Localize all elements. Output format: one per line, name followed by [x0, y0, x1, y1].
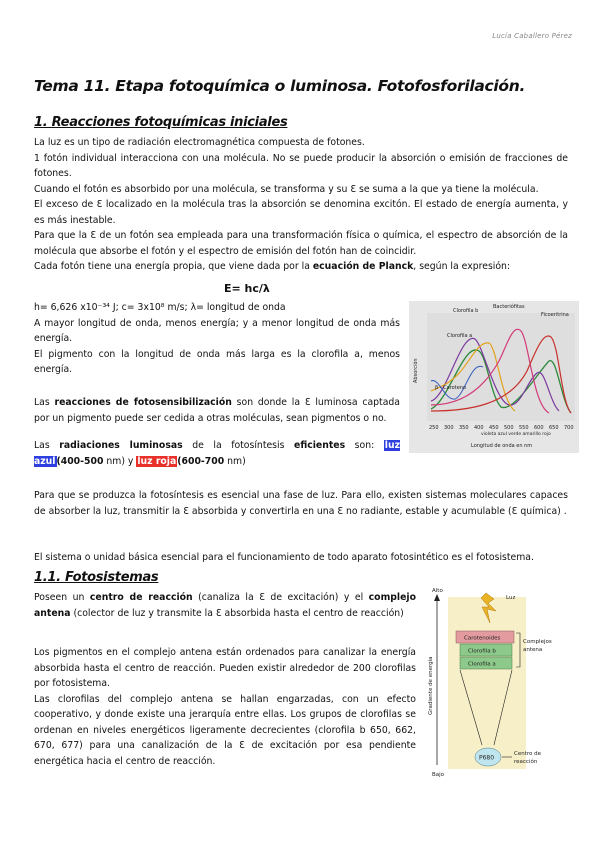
text-line: Para que la Ɛ de un fotón sea empleada para una transformación física o química, el espectro de absorción de la molécula que absorbe el fotón y el espectro de emisión del fotón han de coincidir.	[34, 230, 568, 257]
wavelength-paragraph: A mayor longitud de onda, menos energía; y a menor longitud de onda más energía.	[34, 317, 400, 344]
center-label-line-2: reacción	[514, 759, 538, 765]
photosystem-definition: El sistema o unidad básica esencial para el funcionamiento de todo aparato fotosintético es el fotosistema.	[34, 552, 534, 563]
photosystem-paragraph-2: Los pigmentos en el complejo antena están ordenados para canalizar la energía absorbida hasta el centro de reacción. Pueden existir alrededor de 200 clorofilas por fotosistema. Las clorofilas del complejo antena se hallan engarzadas, con un efecto cooperativo, y donde existe una jerarquía entre ellas. Los grupos de clorofilas se ordenan en niveles energéticos ligeramente decrecientes (clorofila b 650, 662, 670, 677) para una canalización de la Ɛ de excitación por esa pendiente energética hacia el centro de reacción.	[34, 647, 416, 767]
blue-light-highlight: luz azul	[34, 440, 400, 467]
chlorophyll-b-label: Clorofila b	[468, 648, 496, 655]
label-phycoerythrin: Ficoeritrina	[541, 312, 569, 318]
antenna-diagram	[424, 585, 574, 780]
chlorophyll-a-label: Clorofila a	[468, 661, 496, 668]
text-line: La luz es un tipo de radiación electromagnética compuesta de fotones.	[34, 137, 365, 148]
label-chlorophyll-a: Clorofila a	[447, 333, 473, 339]
text-line: Cuando el fotón es absorbido por una molécula, se transforma y su Ɛ se suma a la que ya tiene la molécula.	[34, 183, 539, 195]
light-phase-paragraph: Para que se produzca la fotosíntesis es esencial una fase de luz. Para ello, existen sistemas moleculares capaces de absorber la luz, transmitir la Ɛ absorbida y convertirla en una Ɛ no radiante, estable y acumulable (Ɛ química) .	[34, 490, 568, 517]
x-tick: 500	[504, 425, 514, 431]
x-axis-label: Longitud de onda en nm	[471, 443, 533, 449]
color-names-row: violeta azul verde amarillo rojo	[481, 432, 551, 437]
x-tick: 400	[474, 425, 484, 431]
x-tick: 250	[429, 425, 439, 431]
light-label: Luz	[506, 595, 516, 601]
photosystem-paragraph-1: Poseen un centro de reacción (canaliza la Ɛ de excitación) y el complejo antena (colector de luz y transmite la Ɛ absorbida hasta el centro de reacción)	[34, 592, 416, 619]
red-light-highlight: luz roja	[137, 455, 177, 467]
label-chlorophyll-b: Clorofila b	[453, 308, 479, 314]
complex-label-line-1: Complejos	[523, 639, 552, 645]
spectrum-chart	[409, 301, 579, 453]
carotenoids-label: Carotenoides	[464, 635, 501, 642]
planck-line: Cada fotón tiene una energía propia, que viene dada por la ecuación de Planck, según la expresión:	[34, 261, 511, 272]
x-tick: 550	[519, 425, 529, 431]
axis-bottom-label: Bajo	[432, 772, 445, 778]
energy-axis-arrow-icon	[434, 594, 440, 601]
absorption-spectrum-figure	[409, 301, 579, 453]
y-axis-label: Absorción	[413, 358, 419, 383]
constants-line: h= 6,626 x10⁻³⁴ J; c= 3x10⁸ m/s; λ= longitud de onda	[34, 302, 286, 313]
intro-paragraphs	[34, 135, 568, 275]
section-heading-1: 1. Reacciones fotoquímicas iniciales	[34, 115, 288, 130]
energy-gradient-label: Gradiente de energía	[428, 656, 434, 715]
section-heading-1-1: 1.1. Fotosistemas	[34, 570, 159, 585]
page-title: Tema 11. Etapa fotoquímica o luminosa. Fotofosforilación.	[34, 77, 526, 95]
wavelength-text	[34, 300, 400, 378]
center-label-line-1: Centro de	[514, 751, 541, 757]
planck-formula: E= hc/λ	[224, 282, 270, 295]
diagram-background	[448, 597, 526, 769]
x-tick: 700	[564, 425, 574, 431]
text-line: El exceso de Ɛ localizado en la molécula tras la absorción se denomina excitón. El estado de energía aumenta, y es más inestable.	[34, 199, 568, 226]
x-tick: 300	[444, 425, 454, 431]
x-tick: 450	[489, 425, 499, 431]
x-tick: 600	[534, 425, 544, 431]
p680-label: P680	[479, 754, 495, 762]
pigment-paragraph: El pigmento con la longitud de onda más larga es la clorofila a, menos energía.	[34, 348, 400, 375]
text-line: 1 fotón individual interacciona con una molécula. No se puede producir la absorción o emisión de fracciones de fotones.	[34, 152, 568, 179]
label-beta-carotene: β - Caroteno	[435, 385, 466, 391]
spectrum-plot-area	[427, 313, 575, 421]
label-bacteriophyte: Bacteriófitas	[493, 304, 525, 310]
x-tick: 650	[549, 425, 559, 431]
efficient-radiation-paragraph: Las radiaciones luminosas de la fotosíntesis eficientes son: luz azul(400-500 nm) y luz roja(600-700 nm)	[34, 440, 400, 467]
axis-top-label: Alto	[432, 588, 443, 594]
photosensitization-paragraph: Las reacciones de fotosensibilización son donde la Ɛ luminosa captada por un pigmento puede ser cedida a otras moléculas, sean pigmentos o no.	[34, 397, 400, 424]
x-tick: 350	[459, 425, 469, 431]
antenna-complex-figure	[424, 585, 574, 780]
author-name: Lucía Caballero Pérez	[492, 32, 572, 40]
complex-label-line-2: antena	[523, 647, 543, 653]
